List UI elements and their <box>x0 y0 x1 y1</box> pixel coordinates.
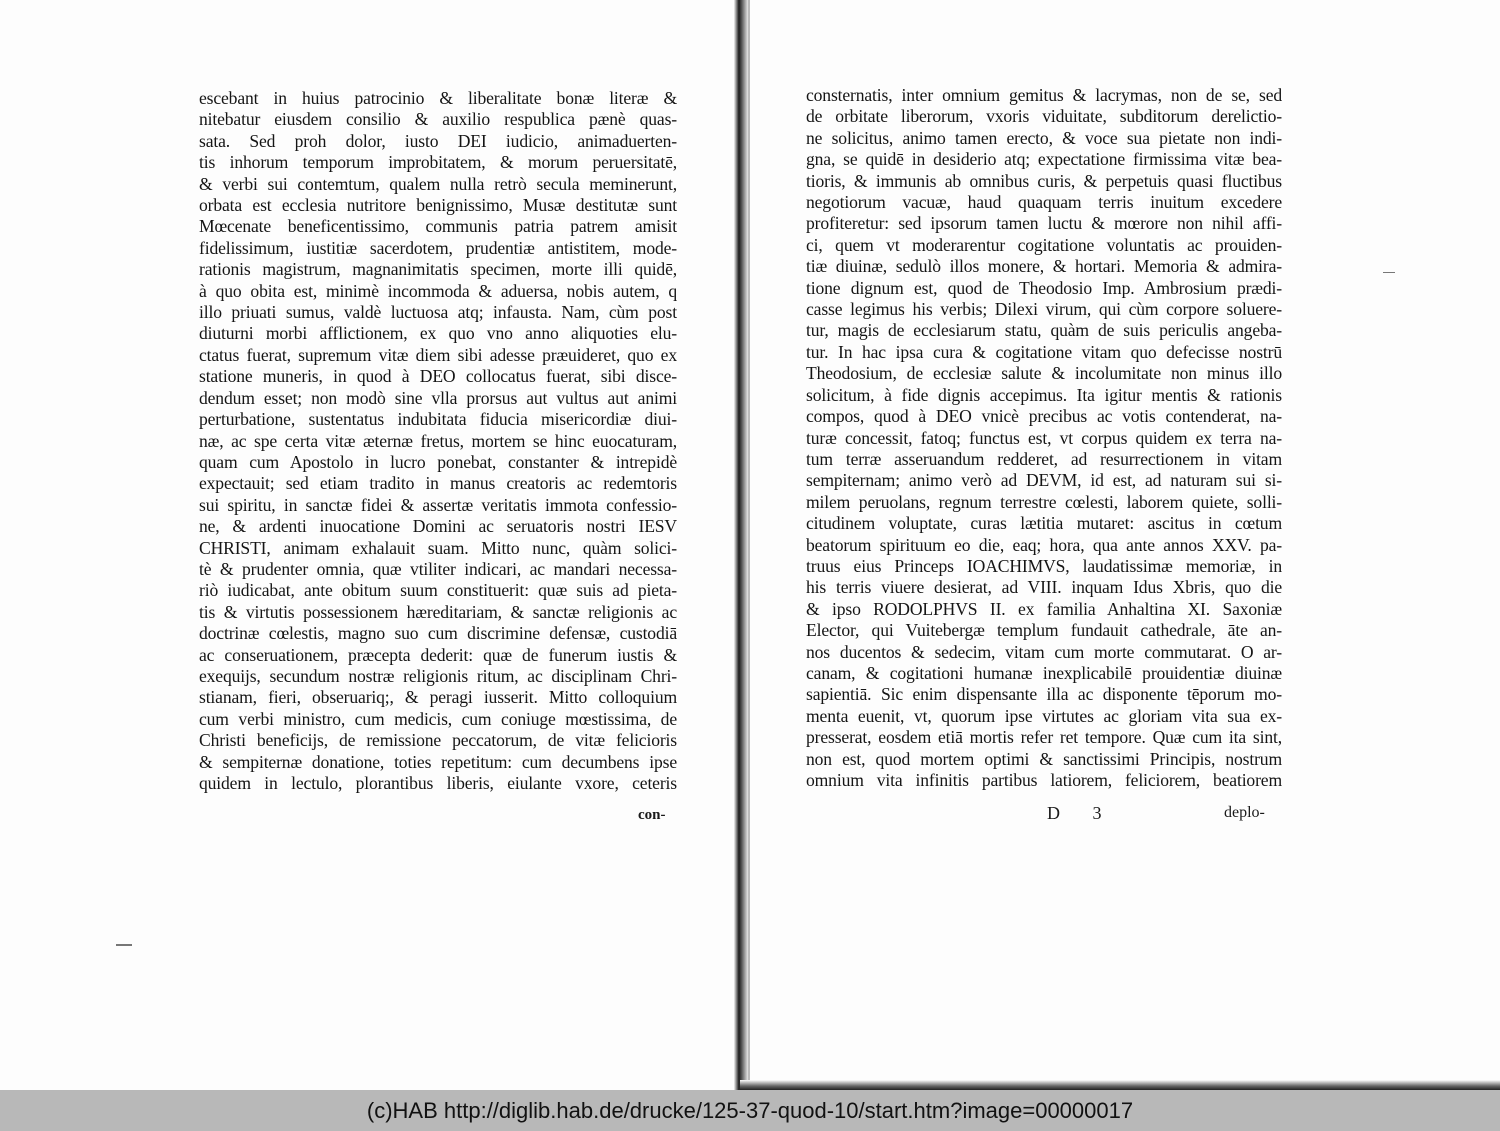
text-line: ne, & ardenti inuocatione Domini ac seruatoris nostri IESV <box>199 516 677 537</box>
text-line: nos ducentos & sedecim, vitam cum morte commutarat. O ar- <box>806 641 1282 662</box>
text-line: sata. Sed proh dolor, iusto DEI iudicio, animaduerten- <box>199 130 677 151</box>
text-line: profiteretur: sed ipsorum tamen luctu & mœrore non nihil affi- <box>806 213 1282 234</box>
text-line: tis inhorum temporum improbitatem, & morum peruersitatē, <box>199 152 677 173</box>
text-line: & verbi sui contemtum, qualem nulla retrò secula meminerunt, <box>199 173 677 194</box>
text-line: ac conseruationem, præcepta dederit: quæ de funerum iustis & <box>199 644 677 665</box>
text-line: riò iudicabat, ante obitum suum constituerit: quæ suis ad pieta- <box>199 580 677 601</box>
text-line: & ipso RODOLPHVS II. ex familia Anhaltina XI. Saxoniæ <box>806 598 1282 619</box>
text-line: sempiternam; animo verò ad DEVM, id est, ad naturam sui si- <box>806 470 1282 491</box>
text-line: tè & prudenter omnia, quæ vtiliter indicari, ac mandari necessa- <box>199 558 677 579</box>
text-line: beatorum spirituum eo die, eaq; hora, qua ante annos XXV. pa- <box>806 534 1282 555</box>
text-line: ci, quem vt moderarentur cogitatione voluntatis ac prouiden- <box>806 234 1282 255</box>
text-line: milem peruolans, regnum terrestre cœlesti, laborem quiete, solli- <box>806 491 1282 512</box>
text-line: orbata est ecclesia nutritore benignissimo, Musæ destitutæ sunt <box>199 195 677 216</box>
text-line: fidelissimum, iustitiæ sacerdotem, prudentiæ antistitem, mode- <box>199 237 677 258</box>
scan-speck <box>1383 272 1395 273</box>
text-line: quidem in lectulo, plorantibus liberis, eiulante vxore, ceteris <box>199 773 677 793</box>
page-bottom-edge <box>740 1080 1500 1090</box>
text-line: casse legimus his verbis; Dilexi virum, qui cùm corpore soluere- <box>806 299 1282 320</box>
text-line: compos, quod à DEO vnicè precibus ac votis contenderat, na- <box>806 406 1282 427</box>
footer-credit: (c)HAB http://diglib.hab.de/drucke/125-37-quod-10/start.htm?image=00000017 <box>366 1097 1134 1123</box>
book-gutter <box>734 0 748 1090</box>
text-line: canam, & cogitationi humanæ inexplicabilē prouidentiæ diuinæ <box>806 662 1282 683</box>
text-line: menta euenit, vt, quorum ipse virtutes ac gloriam vita sua ex- <box>806 705 1282 726</box>
text-line: tur, magis de ecclesiarum statu, quàm de suis periculis angeba- <box>806 320 1282 341</box>
text-line: presserat, eosdem etiā mortis refer ret tempore. Quæ cum ita sint, <box>806 727 1282 748</box>
text-line: sui spiritu, in sanctæ fidei & assertæ veritatis immota confessio- <box>199 494 677 515</box>
text-line: citudinem voluptate, curas lætitia mutaret: ascitus in cœtum <box>806 513 1282 534</box>
text-line: nitebatur eiusdem consilio & auxilio respublica pænè quas- <box>199 109 677 130</box>
text-line: perturbatione, sustentatus indubitata fiducia misericordiæ diui- <box>199 409 677 430</box>
text-line: ctatus fuerat, supremum vitæ diem sibi adesse præuideret, quo ex <box>199 344 677 365</box>
text-line: non est, quod mortem optimi & sanctissimi Principis, nostrum <box>806 748 1282 769</box>
text-line: diuturni morbi afflictionem, ex quo vno anno aliquoties elu- <box>199 323 677 344</box>
text-line: omnium vita infinitis partibus latiorem, feliciorem, beatiorem <box>806 770 1282 790</box>
text-line: illo priuati sumus, valdè luctuosa atq; infausta. Nam, cùm post <box>199 302 677 323</box>
text-line: tione dignum est, quod de Theodosio Imp. Ambrosium prædi- <box>806 277 1282 298</box>
text-line: exequijs, secundum nostræ religionis ritum, ac disciplinam Chri- <box>199 665 677 686</box>
text-line: tioris, & immunis ab omnibus curis, & perpetuis quasi fluctibus <box>806 170 1282 191</box>
text-line: dendum esset; non modò sine vlla prorsus aut vultus aut animi <box>199 387 677 408</box>
text-line: sapientiā. Sic enim dispensante illa ac disponente tēporum mo- <box>806 684 1282 705</box>
text-line: turæ concessit, fatoq; functus est, vt corpus quidem ex terra na- <box>806 427 1282 448</box>
text-line: gna, se quidē in desiderio atq; expectatione firmissima vitæ bea- <box>806 149 1282 170</box>
text-line: Christi beneficijs, de remissione peccatorum, de vitæ felicioris <box>199 730 677 751</box>
text-line: consternatis, inter omnium gemitus & lacrymas, non de se, sed <box>806 85 1282 105</box>
text-line: de orbitate liberorum, vxoris viduitate, subditorum derelictio- <box>806 106 1282 127</box>
text-line: doctrinæ cœlestis, magno suo cum discrimine defensæ, custodiā <box>199 623 677 644</box>
text-line: tur. In hac ipsa cura & cogitatione vitam quo defecisse nostrū <box>806 341 1282 362</box>
left-page-text <box>199 88 677 794</box>
footer-bar <box>0 1090 1500 1131</box>
text-line: statione muneris, in quod à DEO collocatus fuerat, sibi disce- <box>199 366 677 387</box>
text-line: & sempiternæ donatione, toties repetitum: cum decumbens ipse <box>199 751 677 772</box>
text-line: negotiorum vacuæ, haud quaquam terris inuitum excedere <box>806 192 1282 213</box>
text-line: his terris viuere desierat, ad VIII. inquam Idus Xbris, quo die <box>806 577 1282 598</box>
text-line: CHRISTI, animam exhalauit suam. Mitto nunc, quàm solici- <box>199 537 677 558</box>
text-line: truus eius Princeps IOACHIMVS, laudatissimæ memoriæ, in <box>806 555 1282 576</box>
text-line: tum terræ asseruandum redderet, ad resurrectionem in vitam <box>806 448 1282 469</box>
text-line: à quo obita est, minimè incommoda & aduersa, nobis autem, q <box>199 280 677 301</box>
right-page-catchword: deplo- <box>1224 804 1265 821</box>
signature-mark: D 3 <box>1047 803 1116 823</box>
scan-speck <box>116 944 132 946</box>
text-line: Elector, qui Vuitebergæ templum fundauit cathedrale, āte an- <box>806 620 1282 641</box>
right-page-text <box>806 85 1282 791</box>
text-line: stianam, fieri, obseruariq;, & peragi iusserit. Mitto colloquium <box>199 687 677 708</box>
text-line: rationis magistrum, magnanimitatis specimen, morte illi quidē, <box>199 259 677 280</box>
text-line: cum verbi ministro, cum medicis, cum coniuge mœstissima, de <box>199 708 677 729</box>
text-line: tis & virtutis possessionem hæreditariam, & sanctæ religionis ac <box>199 601 677 622</box>
text-line: quam cum Apostolo in lucro ponebat, constanter & intrepidè <box>199 451 677 472</box>
text-line: expectauit; sed etiam tradito in manus creatoris ac redemtoris <box>199 473 677 494</box>
text-line: Mœcenate beneficentissimo, communis patria patrem amisit <box>199 216 677 237</box>
left-page-catchword: con- <box>638 807 666 823</box>
text-line: solicitum, à fide dignis accepimus. Ita igitur mentis & rationis <box>806 384 1282 405</box>
text-line: escebant in huius patrocinio & liberalitate bonæ literæ & <box>199 88 677 108</box>
text-line: tiæ diuinæ, sedulò illos monere, & hortari. Memoria & admira- <box>806 256 1282 277</box>
text-line: Theodosium, de ecclesiæ salute & incolumitate non minus illo <box>806 363 1282 384</box>
text-line: næ, ac spe certa vitæ æternæ fretus, mortem se hinc euocaturam, <box>199 430 677 451</box>
text-line: ne solicitus, animo tamen erecto, & voce sua pietate non indi- <box>806 127 1282 148</box>
